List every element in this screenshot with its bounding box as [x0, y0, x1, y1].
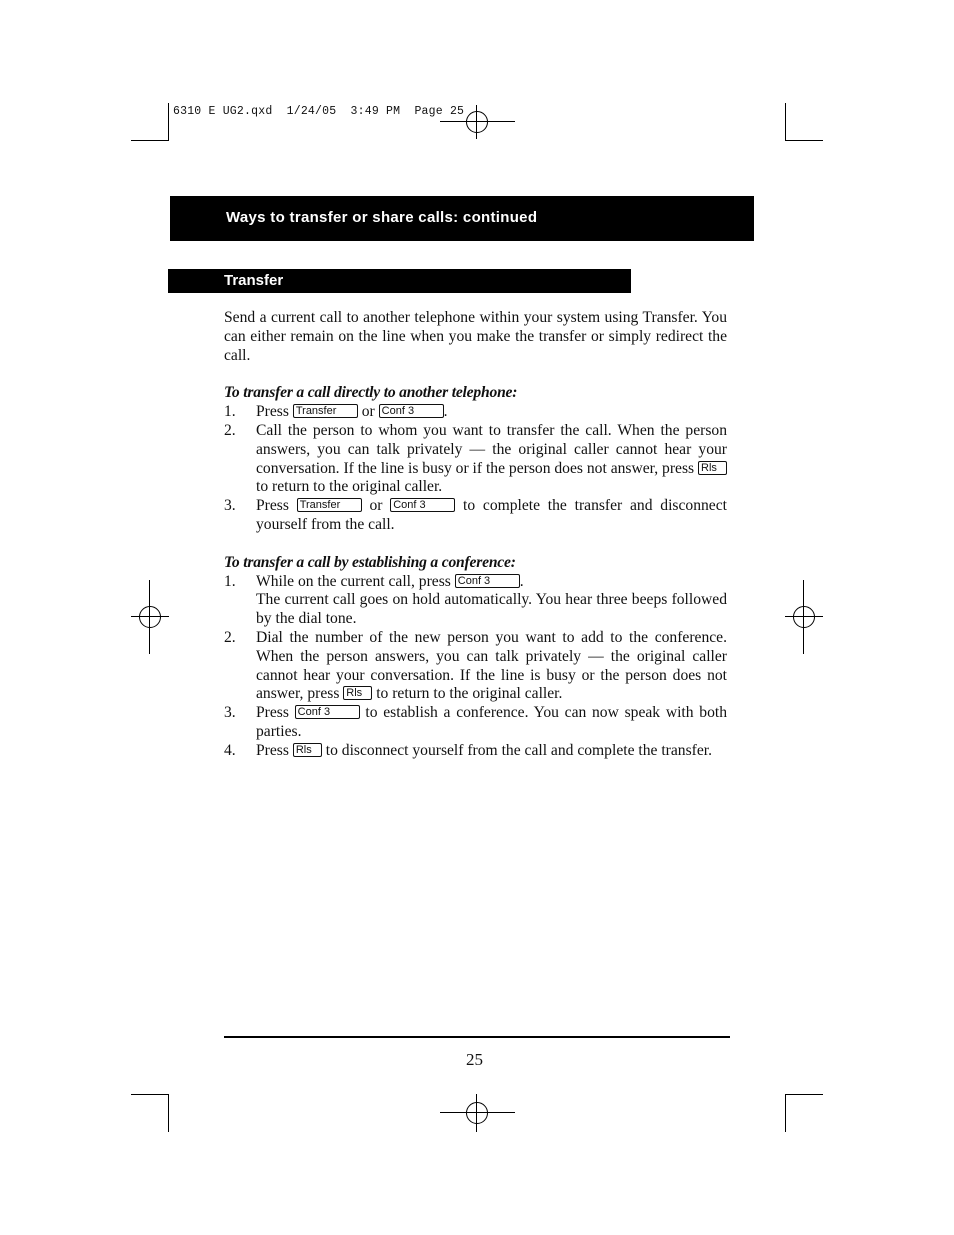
rls-key: Rls [343, 686, 372, 700]
list-item: 2. Call the person to whom you want to transfer the call. When the person answers, you can talk privately — the original caller cannot hear your conversation. If the line is busy or if the person does not answer, press Rls to return to the original caller. [224, 421, 727, 496]
list-item: 1. While on the current call, press Conf 3 . The current call goes on hold automatically. You hear three beeps followed by the dial tone. [224, 572, 727, 628]
transfer-key: Transfer [297, 498, 362, 512]
rls-key: Rls [293, 743, 322, 757]
conf3-key: Conf 3 [379, 404, 444, 418]
section-bar [168, 269, 631, 293]
chapter-banner [170, 196, 754, 241]
conference-transfer-steps [224, 573, 727, 761]
conf3-key: Conf 3 [390, 498, 455, 512]
chapter-banner-title: Ways to transfer or share calls: continued [226, 209, 538, 226]
direct-transfer-heading: To transfer a call directly to another telephone: [224, 384, 518, 402]
direct-transfer-steps [224, 403, 727, 535]
intro-paragraph: Send a current call to another telephone within your system using Transfer. You can either remain on the line when you make the transfer or simply redirect the call. [224, 309, 727, 364]
print-slug: 6310 E UG2.qxd 1/24/05 3:49 PM Page 25 [173, 105, 465, 118]
list-item: 1. Press Transfer or Conf 3 . [224, 403, 448, 421]
list-item: 3. Press Conf 3 to establish a conference. You can now speak with both parties. [224, 704, 727, 740]
list-item: 4. Press Rls to disconnect yourself from the call and complete the transfer. [224, 741, 712, 759]
content-body [224, 309, 727, 761]
section-title: Transfer [224, 272, 284, 289]
conf3-key: Conf 3 [295, 705, 360, 719]
rls-key: Rls [698, 461, 727, 475]
transfer-key: Transfer [293, 404, 358, 418]
list-item: 3. Press Transfer or Conf 3 to complete the transfer and disconnect yourself from the call. [224, 497, 727, 533]
conference-transfer-heading: To transfer a call by establishing a conference: [224, 553, 516, 571]
footer-rule [224, 1036, 730, 1038]
conf3-key: Conf 3 [455, 574, 520, 588]
list-item: 2. Dial the number of the new person you want to add to the conference. When the person answers, you can talk privately — the original caller cannot hear your conversation. If the line is busy or the person does not answer, press Rls to return to the original caller. [224, 628, 727, 703]
page-number: 25 [466, 1050, 483, 1069]
